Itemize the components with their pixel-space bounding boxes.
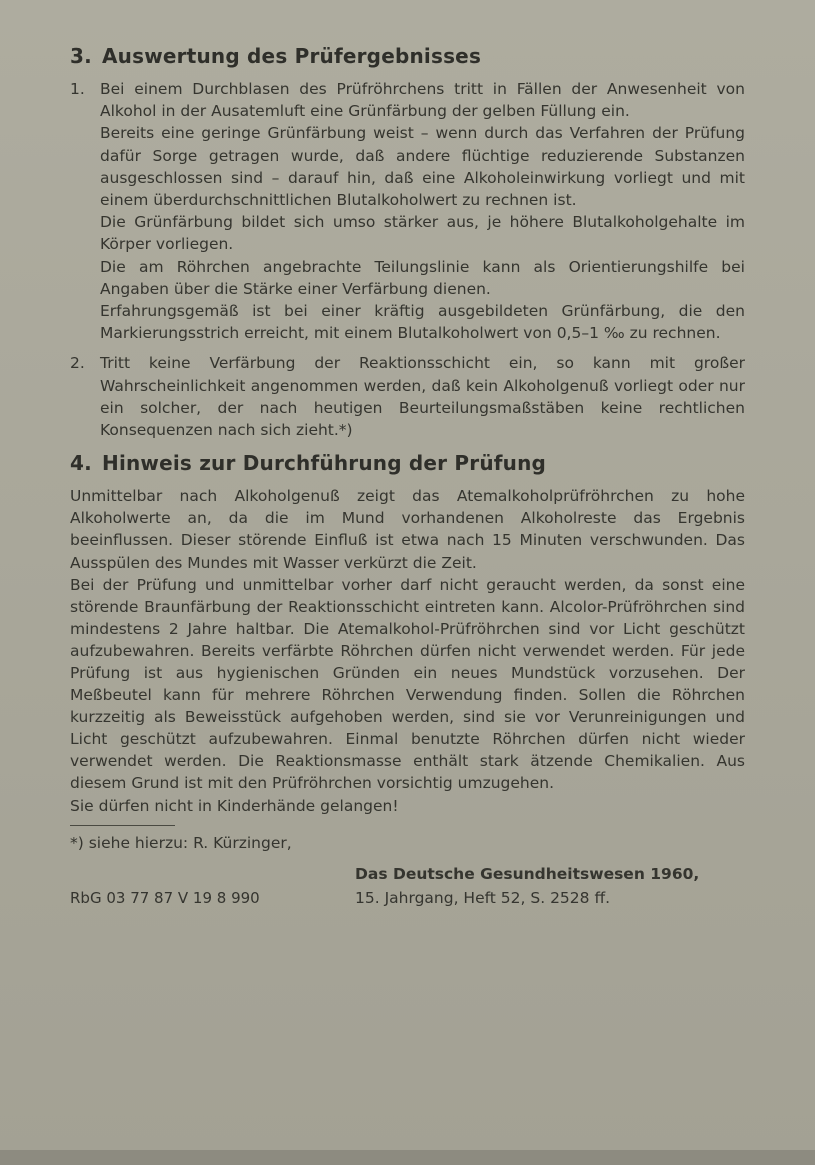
section-4-body [70, 485, 745, 816]
paragraph: Bei einem Durchblasen des Prüfröhrchens tritt in Fällen der Anwesenheit von Alkohol in der Ausatemluft eine Grünfärbung der gelben Füllung ein. [100, 80, 745, 121]
section-4-heading [70, 451, 745, 475]
paragraph: Tritt keine Verfärbung der Reaktionsschicht ein, so kann mit großer Wahrscheinlichkeit angenommen werden, daß kein Alkoholgenuß vorliegt oder nur ein solcher, der nach heutigen Beurteilungsmaßstäben keine rechtlichen Konsequenzen nach sich zieht.*) [100, 354, 745, 440]
paper-edge [0, 1150, 815, 1165]
section-number: 3. [70, 44, 92, 68]
footer [70, 862, 745, 932]
paragraph: Erfahrungsgemäß ist bei einer kräftig ausgebildeten Grünfärbung, die den Markierungsstrich erreicht, mit einem Blutalkoholwert von 0,5–1 ‰ zu rechnen. [100, 302, 745, 343]
item-number: 2. [70, 354, 85, 373]
paragraph: Bereits eine geringe Grünfärbung weist – wenn durch das Verfahren der Prüfung dafür Sorge getragen wurde, daß andere flüchtige reduzierende Substanzen ausgeschlossen sind – darauf hin, daß eine Alkoholeinwirkung vorliegt und mit einem überdurchschnittlichen Blutalkoholwert zu rechnen ist. [100, 124, 745, 210]
paragraph: Unmittelbar nach Alkoholgenuß zeigt das Atemalkoholprüfröhrchen zu hohe Alkoholwerte an, da die im Mund vorhandenen Alkoholreste das Ergebnis beeinflussen. Dieser störende Einfluß ist etwa nach 15 Minuten verschwunden. Das Ausspülen des Mundes mit Wasser verkürzt die Zeit. [70, 487, 745, 572]
section-3-heading [70, 44, 745, 68]
section-number: 4. [70, 451, 92, 476]
item-number: 1. [70, 80, 85, 98]
reference-issue: 15. Jahrgang, Heft 52, S. 2528 ff. [355, 888, 611, 907]
paragraph: Die am Röhrchen angebrachte Teilungslinie kann als Orientierungshilfe bei Angaben über die Stärke einer Verfärbung dienen. [100, 257, 745, 298]
section-title: Hinweis zur Durchführung der Prüfung [102, 451, 547, 476]
footnote: *) siehe hierzu: R. Kürzinger, [70, 833, 292, 852]
paragraph: Die Grünfärbung bildet sich umso stärker aus, je höhere Blutalkoholgehalte im Körper vorliegen. [100, 213, 745, 254]
literature-reference [355, 862, 699, 910]
list-item [70, 352, 745, 441]
reference-journal: Das Deutsche Gesundheitswesen 1960, [355, 864, 700, 883]
print-code: RbG 03 77 87 V 19 8 990 [70, 888, 260, 907]
list-item [70, 78, 745, 344]
section-title: Auswertung des Prüfergebnisses [102, 44, 482, 68]
footnote-divider [70, 825, 175, 826]
paragraph: Sie dürfen nicht in Kinderhände gelangen! [70, 796, 399, 815]
paragraph: Bei der Prüfung und unmittelbar vorher darf nicht geraucht werden, da sonst eine störende Braunfärbung der Reaktionsschicht eintreten kann. Alcolor-Prüfröhrchen sind mindestens 2 Jahre haltbar. Die Atemalkohol-Prüfröhrchen sind vor Licht geschützt aufzubewahren. Bereits verfärbte Röhrchen dürfen nicht verwendet werden. Für jede Prüfung ist aus hygienischen Gründen ein neues Mundstück vorzusehen. Der Meßbeutel kann für mehrere Röhrchen Verwendung finden. Sollen die Röhrchen kurzzeitig als Beweisstück aufgehoben werden, sind sie vor Verunreinigungen und Licht geschützt aufzubewahren. Einmal benutzte Röhrchen dürfen nicht wieder verwendet werden. Die Reaktionsmasse enthält stark ätzende Chemikalien. Aus diesem Grund ist mit den Prüfröhrchen vorsichtig umzugehen. [70, 575, 745, 793]
